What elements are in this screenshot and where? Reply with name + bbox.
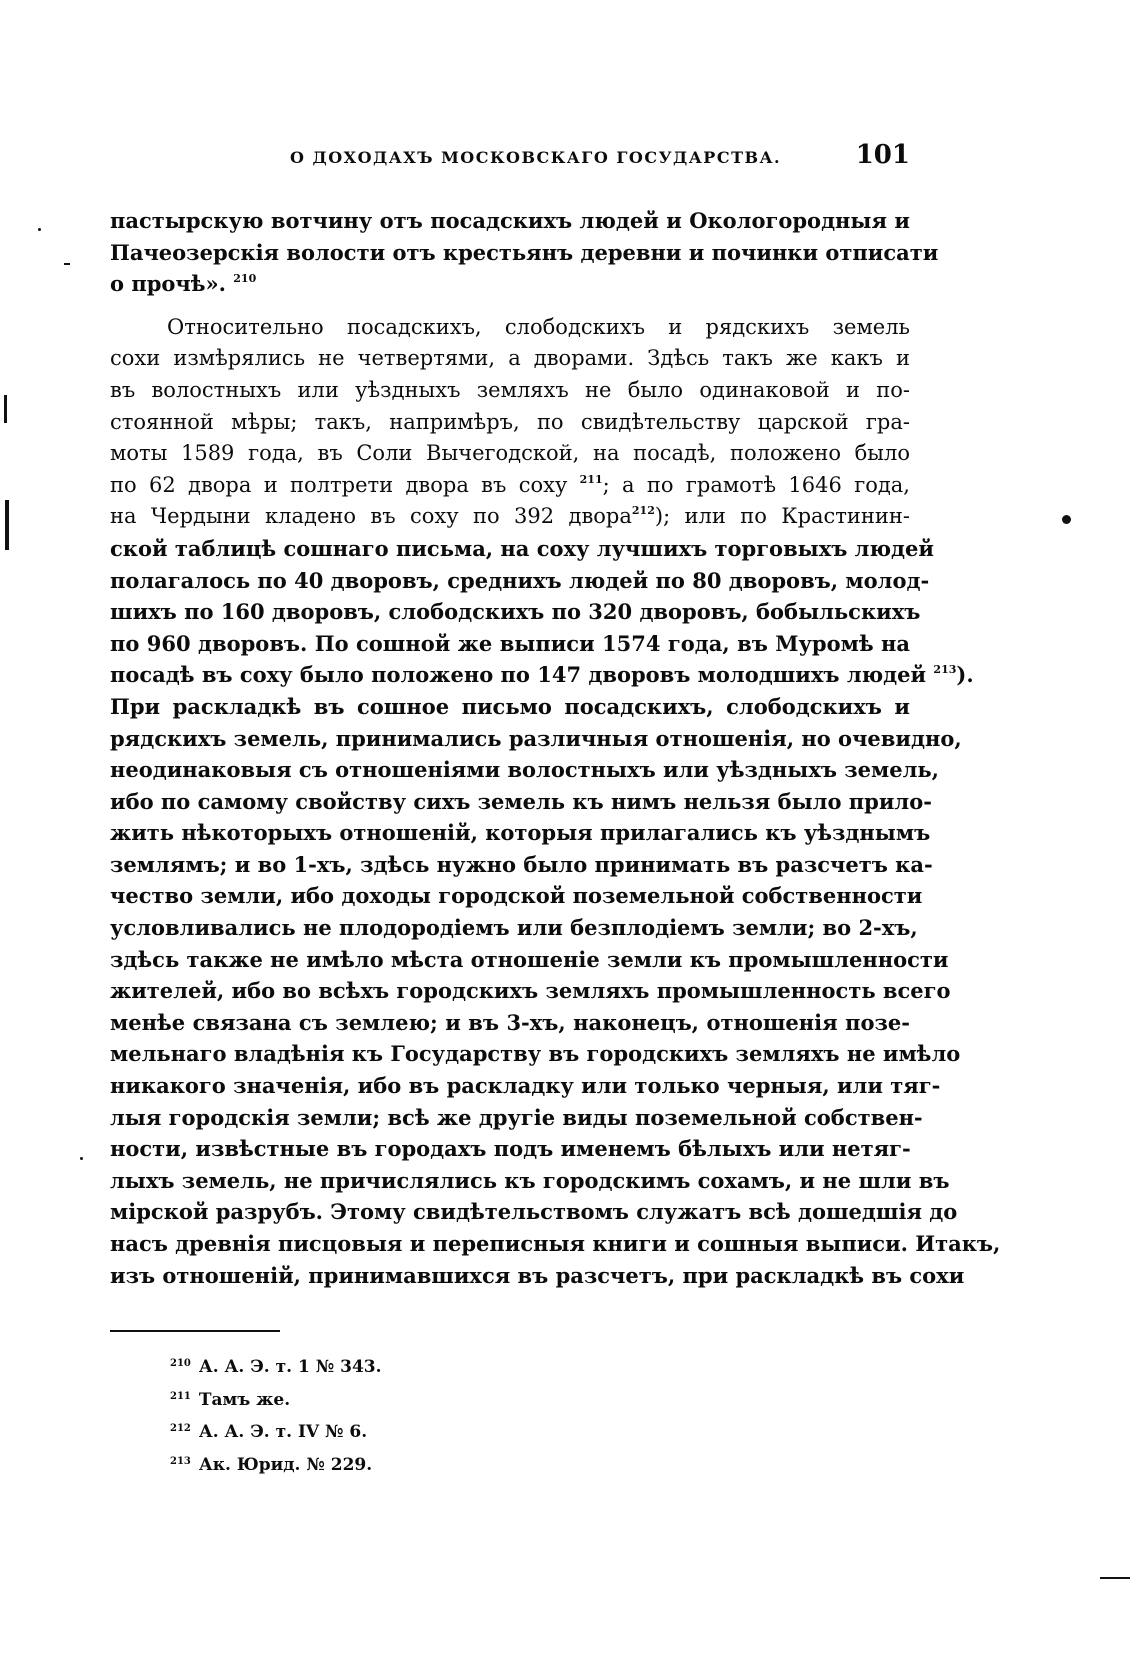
text-line: неодинаковыя съ отношеніями волостныхъ или уѣздныхъ земель, xyxy=(110,757,939,783)
body-text xyxy=(110,205,1001,1291)
text-line: ибо по самому свойству сихъ земель къ нимъ нельзя было прило- xyxy=(110,788,932,814)
footnote xyxy=(170,1348,382,1381)
footnote xyxy=(170,1413,382,1446)
text-line: по 960 дворовъ. По сошной же выписи 1574 года, въ Муромѣ на xyxy=(110,630,910,656)
scan-artifact xyxy=(38,228,41,231)
text-line: изъ отношеній, принимавшихся въ разсчетъ, при раскладкѣ въ сохи xyxy=(110,1262,965,1288)
scan-artifact xyxy=(1062,515,1071,524)
text-line: землямъ; и во 1-хъ, здѣсь нужно было принимать въ разсчетъ ка- xyxy=(110,851,933,877)
footnotes xyxy=(170,1348,382,1478)
footnote-number: 213 xyxy=(170,1455,191,1467)
scan-artifact xyxy=(4,395,7,423)
text-line: условливались не плодородіемъ или безплодіемъ земли; во 2-хъ, xyxy=(110,915,918,941)
text-line: пастырскую вотчину отъ посадскихъ людей и Окологородныя и xyxy=(110,208,910,233)
text-line: жителей, ибо во всѣхъ городскихъ земляхъ промышленность всего xyxy=(110,978,951,1004)
footnote-ref: 213 xyxy=(933,663,957,677)
footnote-number: 212 xyxy=(170,1423,191,1434)
text-segment: по 62 двора и полтрети двора въ соху xyxy=(110,472,568,497)
text-segment: посадѣ въ соху было положено по 147 дворовъ молодшихъ людей xyxy=(110,662,927,688)
footnote xyxy=(170,1381,382,1414)
text-line: полагалось по 40 дворовъ, среднихъ людей по 80 дворовъ, молод- xyxy=(110,567,930,593)
scan-artifact xyxy=(5,500,9,550)
footnote-ref: 211 xyxy=(579,472,603,486)
text-line: сохи измѣрялись не четвертями, а дворами. Здѣсь такъ же какъ и xyxy=(110,346,910,371)
scan-artifact xyxy=(1100,1577,1130,1579)
text-line xyxy=(110,659,974,691)
text-line: здѣсь также не имѣло мѣста отношеніе земли къ промышленности xyxy=(110,946,949,972)
text-line: ской таблицѣ сошнаго письма, на соху лучшихъ торговыхъ людей xyxy=(110,535,934,561)
text-line: менѣе связана съ землею; и въ 3-хъ, наконецъ, отношенія позе- xyxy=(110,1009,910,1035)
text-line: мельнаго владѣнія къ Государству въ городскихъ земляхъ не имѣло xyxy=(110,1041,961,1067)
footnote-text: А. А. Э. т. IV № 6. xyxy=(198,1422,368,1442)
text-line: никакого значенія, ибо въ раскладку или только черныя, или тяг- xyxy=(110,1073,941,1099)
page-number: 101 xyxy=(855,140,910,170)
text-segment: ; а по грамотѣ 1646 года, xyxy=(602,472,910,497)
text-line: Относительно посадскихъ, слободскихъ и рядскихъ земель xyxy=(167,314,910,339)
footnote xyxy=(170,1446,382,1479)
footnote-ref: 210 xyxy=(233,272,257,286)
text-line xyxy=(110,470,910,502)
footnote-number: 211 xyxy=(170,1390,191,1402)
text-line: стоянной мѣры; такъ, напримѣръ, по свидѣтельству царской гра- xyxy=(110,409,910,434)
text-line xyxy=(110,501,910,533)
text-line: рядскихъ земель, принимались различныя отношенія, но очевидно, xyxy=(110,725,962,751)
scan-artifact xyxy=(80,1157,83,1160)
text-line: насъ древнія писцовыя и переписныя книги и сошныя выписи. Итакъ, xyxy=(110,1231,1001,1256)
footnote-text: Тамъ же. xyxy=(198,1389,291,1410)
running-head: О ДОХОДАХЪ МОСКОВСКАГО ГОСУДАРСТВА. xyxy=(290,148,782,167)
text-segment: на Чердыни кладено въ соху по 392 двора xyxy=(110,504,632,529)
scan-artifact xyxy=(64,263,70,265)
text-segment: о прочѣ». xyxy=(110,271,226,297)
text-line: ности, извѣстные въ городахъ подъ именемъ бѣлыхъ или нетяг- xyxy=(110,1136,911,1162)
footnote-divider xyxy=(110,1330,280,1332)
text-line: шихъ по 160 дворовъ, слободскихъ по 320 дворовъ, бобыльскихъ xyxy=(110,599,921,625)
page-header xyxy=(110,140,910,180)
footnote-number: 210 xyxy=(170,1358,191,1369)
text-line: лыхъ земель, не причислялись къ городскимъ сохамъ, и не шли въ xyxy=(110,1167,950,1193)
text-line: моты 1589 года, въ Соли Вычегодской, на посадѣ, положено было xyxy=(110,441,910,466)
text-line: лыя городскія земли; всѣ же другіе виды поземельной собствен- xyxy=(110,1104,923,1130)
footnote-text: Ак. Юрид. № 229. xyxy=(198,1454,373,1475)
text-line: въ волостныхъ или уѣздныхъ земляхъ не было одинаковой и по- xyxy=(110,377,910,402)
footnote-ref: 212 xyxy=(631,504,655,518)
text-segment: ). xyxy=(956,662,974,688)
paragraph-1 xyxy=(110,205,939,300)
text-line: Пачеозерскія волости отъ крестьянъ деревни и починки отписати xyxy=(110,239,939,265)
text-line xyxy=(110,268,910,300)
text-line: При раскладкѣ въ сошное письмо посадскихъ, слободскихъ и xyxy=(110,693,910,719)
text-line: мірской разрубъ. Этому свидѣтельствомъ служатъ всѣ дошедшія до xyxy=(110,1199,958,1225)
text-line: жить нѣкоторыхъ отношеній, которыя прилагались къ уѣзднымъ xyxy=(110,820,931,846)
footnote-text: А. А. Э. т. 1 № 343. xyxy=(198,1357,382,1377)
text-line: чество земли, ибо доходы городской поземельной собственности xyxy=(110,883,923,909)
text-segment: ); или по Крастинин- xyxy=(654,504,910,529)
paragraph-2 xyxy=(110,312,1001,1291)
